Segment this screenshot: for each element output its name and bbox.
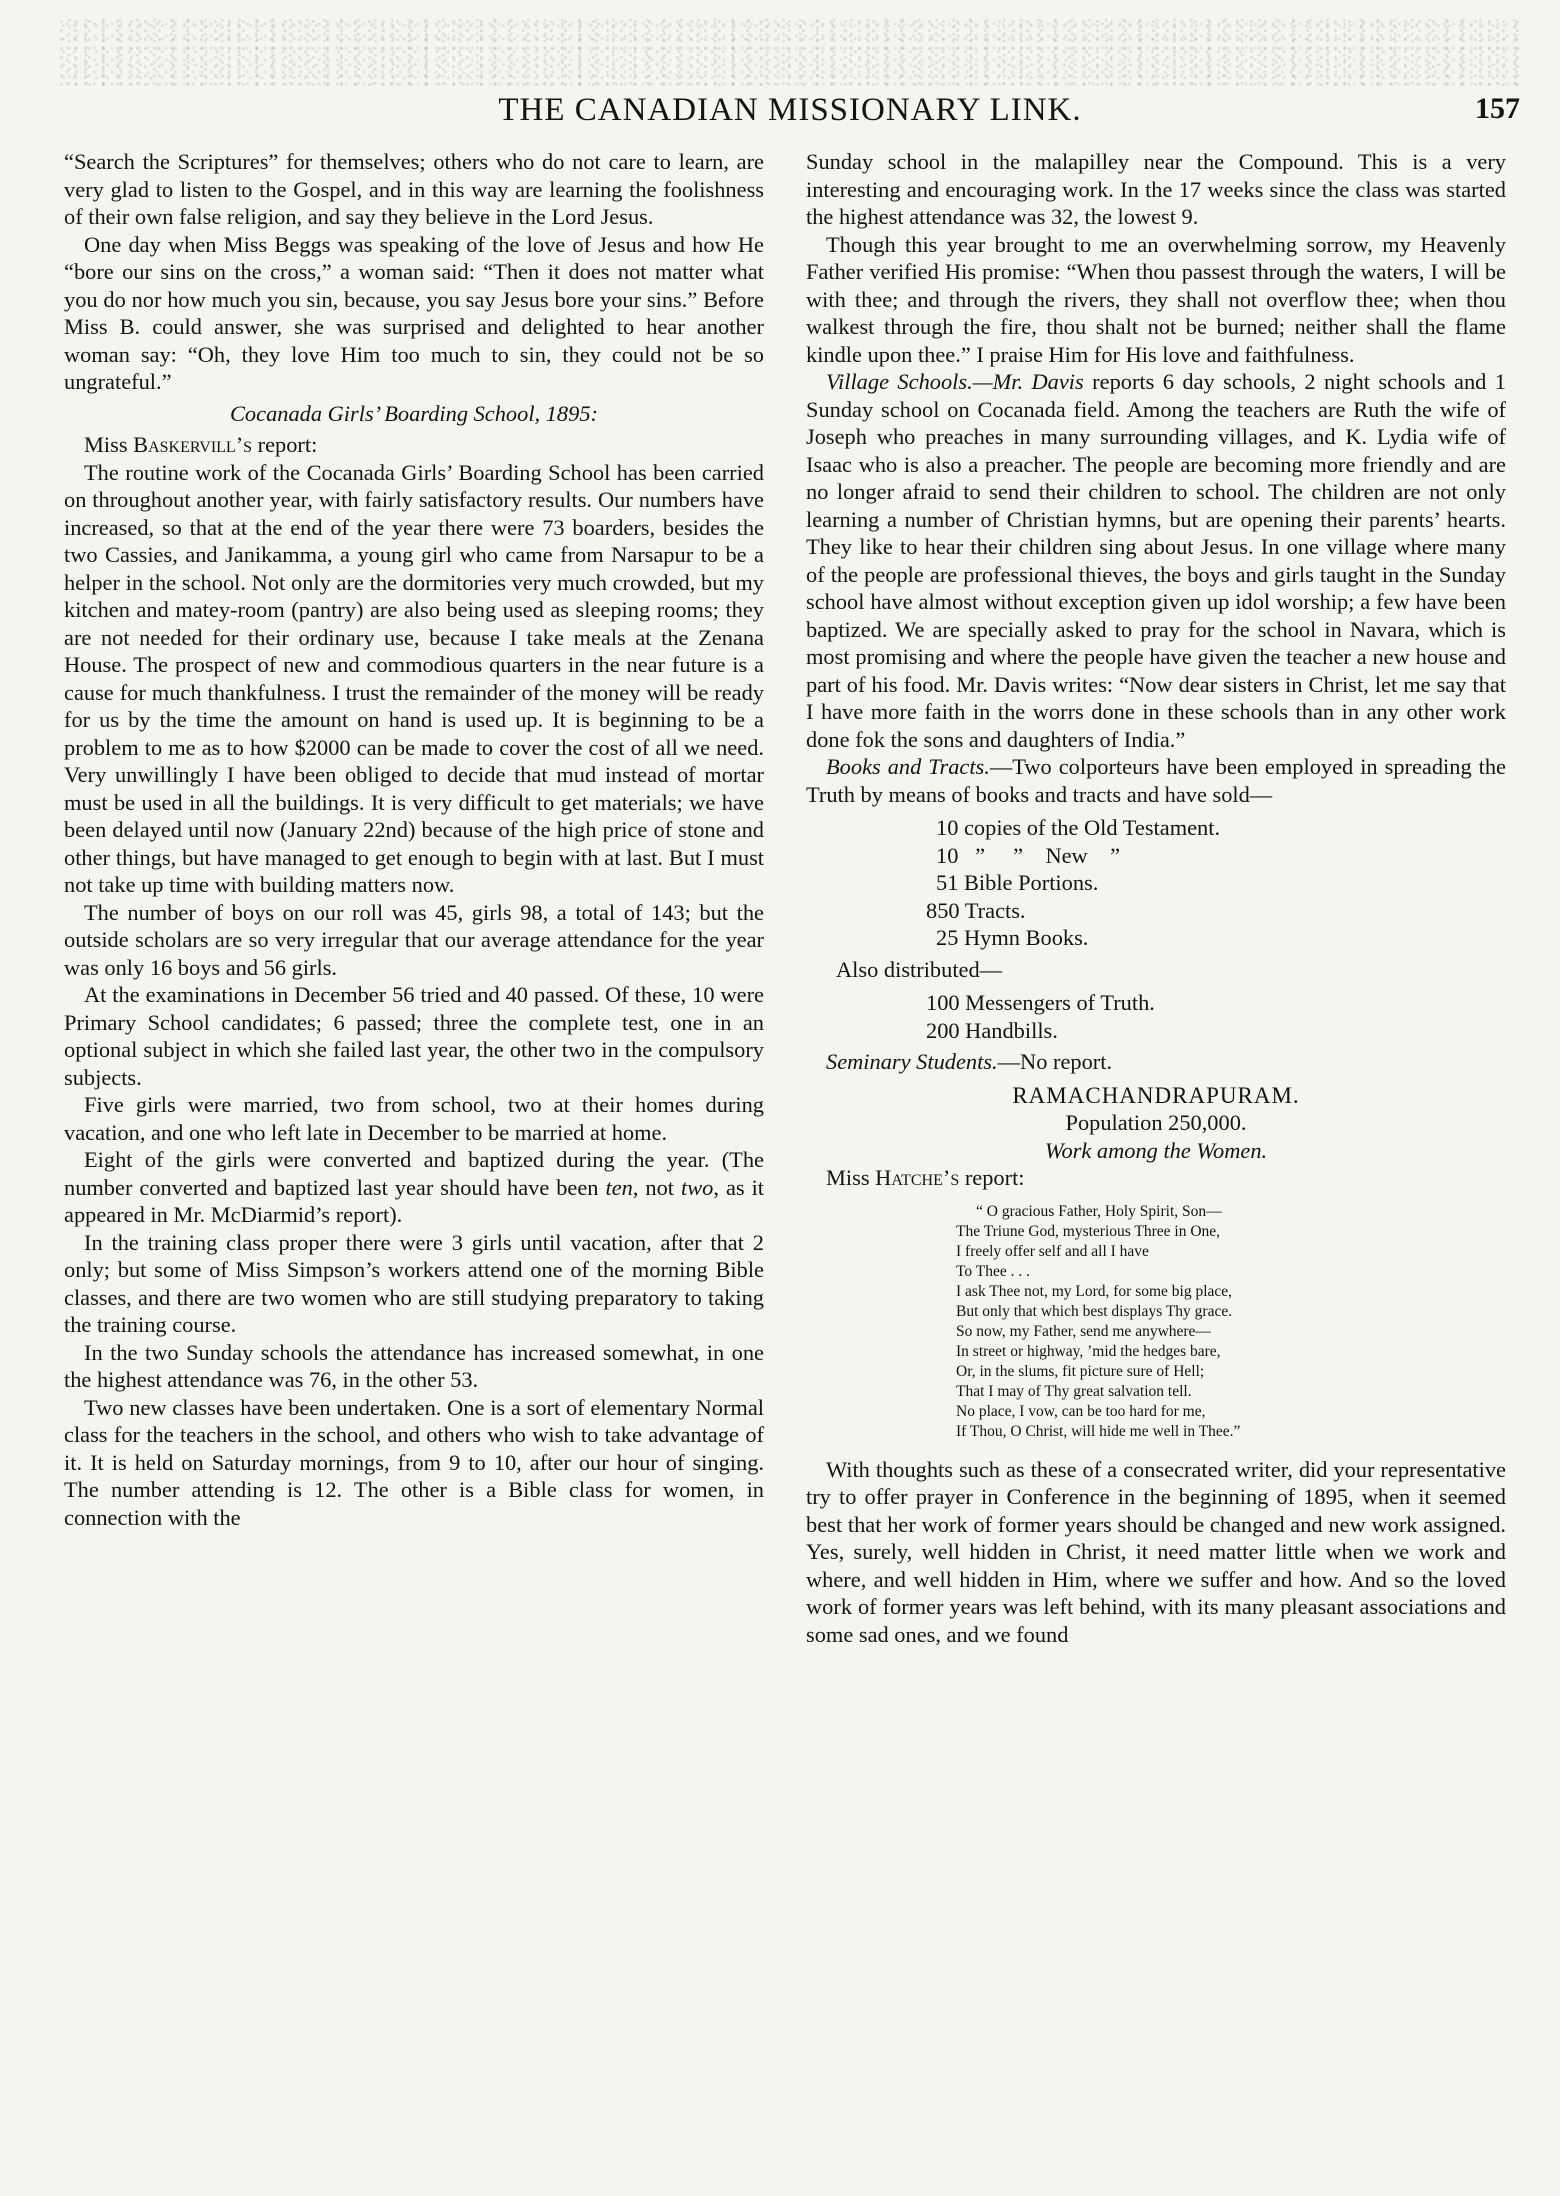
sold-list [926,814,1506,952]
list-item: 100 Messengers of Truth. [926,990,1155,1015]
poem-line: I ask Thee not, my Lord, for some big place, [956,1282,1233,1300]
run-in-heading: Village Schools.—Mr. Davis [826,369,1084,394]
list-item: 10 copies of the Old Testament. [936,815,1221,840]
report-byline [806,1164,1506,1192]
page-header [60,92,1520,138]
paragraph: The number of boys on our roll was 45, girls 98, a total of 143; but the outside scholars are so very irregular that our average attendance for the year was only 16 boys and 56 girls. [64,899,764,980]
list-item: 51 Bible Portions. [936,870,1099,895]
poem-line: “ O gracious Father, Holy Spirit, Son— [976,1202,1222,1220]
byline-name: Baskervill’s [133,432,253,457]
text-run: Eight of the girls were converted and baptized during the year. (The number converted and baptized last year should have been [64,1147,764,1200]
poem-line: Or, in the slums, fit picture sure of Hell; [956,1362,1205,1380]
scan-noise [60,18,1520,88]
left-column [64,148,764,2178]
text-run: —No report. [997,1049,1113,1074]
paragraph [806,368,1506,753]
poem-line: That I may of Thy great salvation tell. [956,1382,1192,1400]
byline-prefix: Miss [84,432,134,457]
population-line: Population 250,000. [1065,1110,1247,1135]
paragraph: In the two Sunday schools the attendance has increased somewhat, in one the highest attendance was 76, in the other 53. [64,1339,764,1392]
byline-suffix: report: [959,1165,1025,1190]
paragraph: At the examinations in December 56 tried and 40 passed. Of these, 10 were Primary School candidates; 6 passed; three the complete test, one in an optional subject in which she failed last year, the other two in the compulsory subjects. [64,982,764,1090]
paragraph: “Search the Scriptures” for themselves; others who do not care to learn, are very glad to listen to the Gospel, and in this way are learning the foolishness of their own false religion, and say they believe in the Lord Jesus. [64,149,764,229]
paragraph: With thoughts such as these of a consecrated writer, did your representative try to offer prayer in Conference in the beginning of 1895, when it seemed best that her work of former years should be changed and new work assigned. Yes, surely, well hidden in Christ, it need matter little when we work and where, and well hidden in Him, where we suffer and how. And so the loved work of former years was left behind, with its many pleasant associations and some sad ones, and we found [806,1456,1506,1647]
poem-line: I freely offer self and all I have [956,1242,1149,1260]
report-byline [64,431,764,459]
station-title: RAMACHANDRAPURAM. [1012,1082,1300,1108]
paragraph [806,1048,1506,1076]
poem-line: So now, my Father, send me anywhere— [956,1322,1211,1340]
also-distributed: Also distributed— [836,956,1003,982]
poem-line: In street or highway, ’mid the hedges bare, [956,1342,1221,1360]
paragraph: The routine work of the Cocanada Girls’ Boarding School has been carried on throughout another year, with fairly satisfactory results. Our numbers have increased, so that at the end of the year there were 73 boarders, besides the two Cassies, and Janikamma, a young girl who came from Narsapur to be a helper in the school. Not only are the dormitories very much crowded, but my kitchen and matey-room (pantry) are also being used as sleeping rooms; they are not needed for their ordinary use, because I take meals at the Zenana House. The prospect of new and commodious quarters in the near future is a cause for much thankfulness. I trust the remainder of the money will be ready for us by the time the amount on hand is used up. It is beginning to be a problem to me as to how $2000 can be made to cover the cost of all we need. Very unwillingly I have been obliged to decide that mud instead of mortar must be used in all the buildings. It is very difficult to get materials; we have been delayed until now (January 22nd) because of the high price of stone and other things, but have managed to get enough to begin with at last. But I must not take up time with building matters now. [64,459,764,897]
text-run: reports 6 day schools, 2 night schools and 1 Sunday school on Cocanada field. Among the teachers are Ruth the wife of Joseph who preaches in many surrounding villages, and K. Lydia wife of Isaac who is also a preacher. The people are becoming more friendly and are no longer afraid to send their children to school. The children are not only learning a number of Christian hymns, but are opening their parents’ hearts. They like to hear their children sing about Jesus. In one village where many of the people are professional thieves, the boys and girls taught in the Sunday school have almost without exception given up idol worship; a few have been baptized. We are specially asked to pray for the school in Navara, which is most promising and where the people have given the teacher a new house and part of his food. Mr. Davis writes: “Now dear sisters in Christ, let me say that I have more faith in the worrs done in these schools than in any other work done fok the sons and daughters of India.” [806,369,1506,752]
paragraph: Two new classes have been undertaken. One is a sort of elementary Normal class for the teachers in the school, and others who wish to take advantage of it. It is held on Saturday mornings, from 9 to 10, after our hour of singing. The number attending is 12. The other is a Bible class for women, in connection with the [64,1394,764,1530]
work-heading: Work among the Women. [1044,1137,1268,1163]
byline-name: Hatche’s [875,1165,960,1190]
text-run: ten [605,1174,633,1200]
section-heading: Cocanada Girls’ Boarding School, 1895: [230,400,598,426]
paragraph: One day when Miss Beggs was speaking of the love of Jesus and how He “bore our sins on the cross,” a woman said: “Then it does not matter what you do nor how much you sin, because, you say Jesus bore your sins.” Before Miss B. could answer, she was surprised and delighted to hear another woman say: “Oh, they love Him too much to sin, they could not be so ungrateful.” [64,231,764,394]
poem-line: To Thee . . . [956,1262,1030,1280]
run-in-heading: Seminary Students. [826,1049,998,1074]
list-item: 25 Hymn Books. [936,925,1089,950]
paragraph [64,1146,764,1229]
poem-line: No place, I vow, can be too hard for me, [956,1402,1206,1420]
paragraph: Five girls were married, two from school, two at their homes during vacation, and one who left late in December to be married at home. [64,1092,764,1145]
text-run: —Two colporteurs have been employed in spreading the Truth by means of books and tracts and have sold— [806,754,1506,807]
poem [956,1202,1506,1442]
list-item: 10 ” ” New ” [936,842,1121,868]
list-item: 200 Handbills. [926,1017,1058,1043]
poem-line: The Triune God, mysterious Three in One, [956,1222,1221,1240]
right-column [806,148,1506,2178]
list-item: 850 Tracts. [926,897,1026,923]
paragraph: Sunday school in the malapilley near the Compound. This is a very interesting and encouraging work. In the 17 weeks since the class was started the highest attendance was 32, the lowest 9. [806,149,1506,229]
poem-line: If Thou, O Christ, will hide me well in Thee.” [956,1422,1241,1440]
paragraph [806,753,1506,808]
paragraph: In the training class proper there were 3 girls until vacation, after that 2 only; but some of Miss Simpson’s workers attend one of the morning Bible classes, and there are two women who are still studying preparatory to taking the training course. [64,1229,764,1337]
text-run: two [681,1174,714,1200]
page-number: 157 [1475,92,1520,125]
distributed-list [926,989,1506,1044]
text-run: , not [632,1174,682,1200]
paragraph: Though this year brought to me an overwhelming sorrow, my Heavenly Father verified His promise: “When thou passest through the waters, I will be with thee; and through the rivers, they shall not overflow thee; when thou walkest through the fire, thou shalt not be burned; neither shall the flame kindle upon thee.” I praise Him for His love and faithfulness. [806,231,1506,367]
text-run: , as it appeared in Mr. McDiarmid’s report). [64,1174,764,1227]
byline-prefix: Miss [826,1165,876,1190]
journal-title: THE CANADIAN MISSIONARY LINK. [498,92,1082,128]
byline-suffix: report: [252,432,318,457]
run-in-heading: Books and Tracts. [826,754,990,779]
poem-line: But only that which best displays Thy grace. [956,1302,1233,1320]
